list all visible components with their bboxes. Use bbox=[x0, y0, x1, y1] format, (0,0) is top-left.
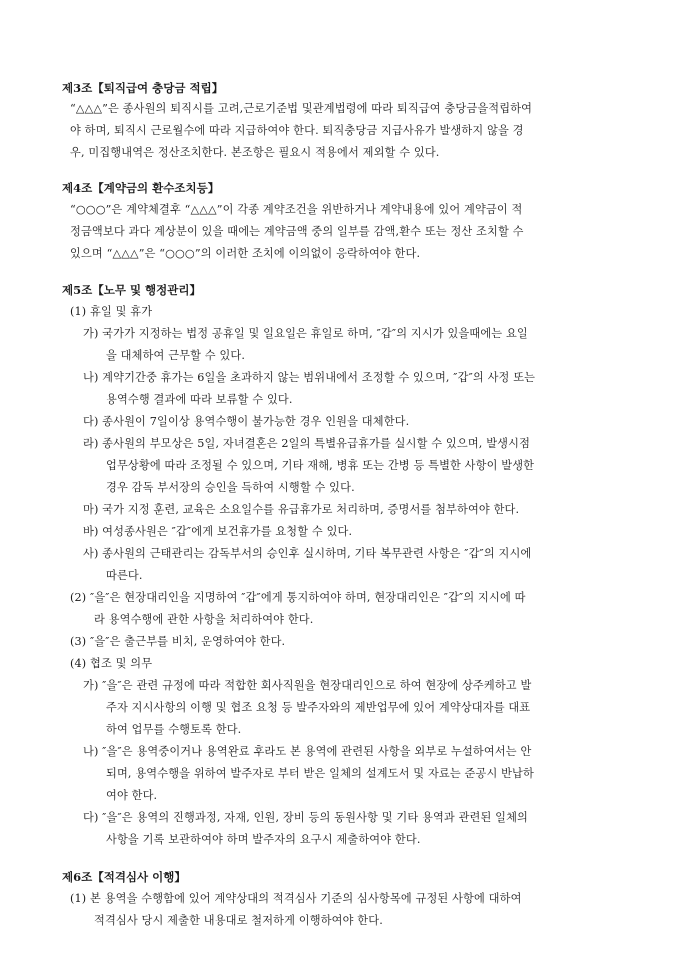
article-6-line: 적격심사 당시 제출한 내용대로 철저하게 이행하여야 한다. bbox=[94, 914, 383, 927]
article-4-line-3: 있으며 “△△△”은 “○○○”의 이러한 조치에 이의없이 응락하여야 한다. bbox=[70, 247, 421, 260]
article-5-line: 경우 감독 부서장의 승인을 득하여 시행할 수 있다. bbox=[106, 481, 355, 494]
article-5-line: 사항을 기록 보관하여야 하며 발주자의 요구시 제출하여야 한다. bbox=[106, 833, 421, 846]
article-5-item-3: (3) ″을″은 출근부를 비치, 운영하여야 한다. bbox=[70, 635, 286, 648]
article-6-heading: 제6조【적격심사 이행】 bbox=[62, 870, 186, 884]
article-5-item-4: (4) 협조 및 의무 bbox=[70, 657, 153, 670]
article-5-line: 업무상황에 따라 조정될 수 있으며, 기타 재해, 병휴 또는 간병 등 특별한 사항이 발생한 bbox=[106, 459, 535, 472]
article-4-line-1: “○○○”은 계약체결후 “△△△”이 각종 계약조건을 위반하거나 계약내용에 있어 계약금이 적 bbox=[70, 203, 523, 216]
article-5-line: 나) ″을″은 용역중이거나 용역완료 후라도 본 용역에 관련된 사항을 외부로 누설하여서는 안 bbox=[83, 745, 532, 758]
article-5-line: 바) 여성종사원은 ″갑″에게 보건휴가를 요청할 수 있다. bbox=[83, 525, 353, 538]
article-5-line: 주자 지시사항의 이행 및 협조 요청 등 발주자와의 제반업무에 있어 계약상대자를 대표 bbox=[106, 701, 531, 714]
article-6-item-1: (1) 본 용역을 수행함에 있어 계약상대의 적격심사 기준의 심사항목에 규정된 사항에 대하여 bbox=[70, 892, 522, 905]
article-5-line: 가) 국가가 지정하는 법정 공휴일 및 일요일은 휴일로 하며, ″갑″의 지시가 있을때에는 요일 bbox=[83, 327, 528, 340]
article-4-line-2: 정금액보다 과다 계상분이 있을 때에는 계약금액 중의 일부를 감액,환수 또는 정산 조치할 수 bbox=[70, 225, 524, 238]
article-5-line: 하여 업무를 수행토록 한다. bbox=[106, 723, 242, 736]
article-5-line: 마) 국가 지정 훈련, 교육은 소요일수를 유급휴가로 처리하며, 증명서를 첨부하여야 한다. bbox=[83, 503, 520, 516]
article-5-line: 되며, 용역수행을 위하여 발주자로 부터 받은 일체의 설계도서 및 자료는 준공시 반납하 bbox=[106, 767, 534, 780]
article-5-heading: 제5조【노무 및 행정관리】 bbox=[62, 283, 201, 297]
article-5-line: 라) 종사원의 부모상은 5일, 자녀결혼은 2일의 특별유급휴가를 실시할 수 있으며, 발생시점 bbox=[83, 437, 531, 450]
article-5-item-2: (2) ″을″은 현장대리인을 지명하여 ″갑″에게 통지하여야 하며, 현장대리인은 ″갑″의 지시에 따 bbox=[70, 591, 526, 604]
article-5-line: 따른다. bbox=[106, 569, 143, 582]
article-3-heading: 제3조【퇴직급여 충당금 적립】 bbox=[62, 81, 224, 95]
article-3-line-1: “△△△”은 종사원의 퇴직시를 고려,근로기준법 및관계법령에 따라 퇴직급여 충당금을적립하여 bbox=[70, 102, 533, 115]
article-5-line: 다) 종사원이 7일이상 용역수행이 불가능한 경우 인원을 대체한다. bbox=[83, 415, 410, 428]
article-5-line: 을 대체하여 근무할 수 있다. bbox=[106, 349, 246, 362]
article-5-line: 라 용역수행에 관한 사항을 처리하여야 한다. bbox=[94, 613, 314, 626]
article-5-line: 여야 한다. bbox=[106, 789, 158, 802]
article-4-heading: 제4조【계약금의 환수조치등】 bbox=[62, 181, 220, 195]
article-3-line-3: 우, 미집행내역은 정산조치한다. 본조항은 필요시 적용에서 제외할 수 있다. bbox=[70, 146, 440, 159]
article-5-item-1: (1) 휴일 및 휴가 bbox=[70, 305, 153, 318]
article-3-line-2: 야 하며, 퇴직시 근로월수에 따라 지급하여야 한다. 퇴직충당금 지급사유가 발생하지 않을 경 bbox=[70, 124, 524, 137]
article-5-line: 가) ″을″은 관련 규정에 따라 적합한 회사직원을 현장대리인으로 하여 현장에 상주케하고 발 bbox=[83, 679, 532, 692]
article-5-line: 나) 계약기간중 휴가는 6일을 초과하지 않는 범위내에서 조정할 수 있으며, ″갑″의 사정 또는 bbox=[83, 371, 536, 384]
article-5-line: 다) ″을″은 용역의 진행과정, 자재, 인원, 장비 등의 동원사항 및 기타 용역과 관련된 일체의 bbox=[83, 811, 529, 824]
article-5-line: 용역수행 결과에 따라 보류할 수 있다. bbox=[106, 393, 293, 406]
article-5-line: 사) 종사원의 근태관리는 감독부서의 승인후 실시하며, 기타 복무관련 사항은 ″갑″의 지시에 bbox=[83, 547, 532, 560]
